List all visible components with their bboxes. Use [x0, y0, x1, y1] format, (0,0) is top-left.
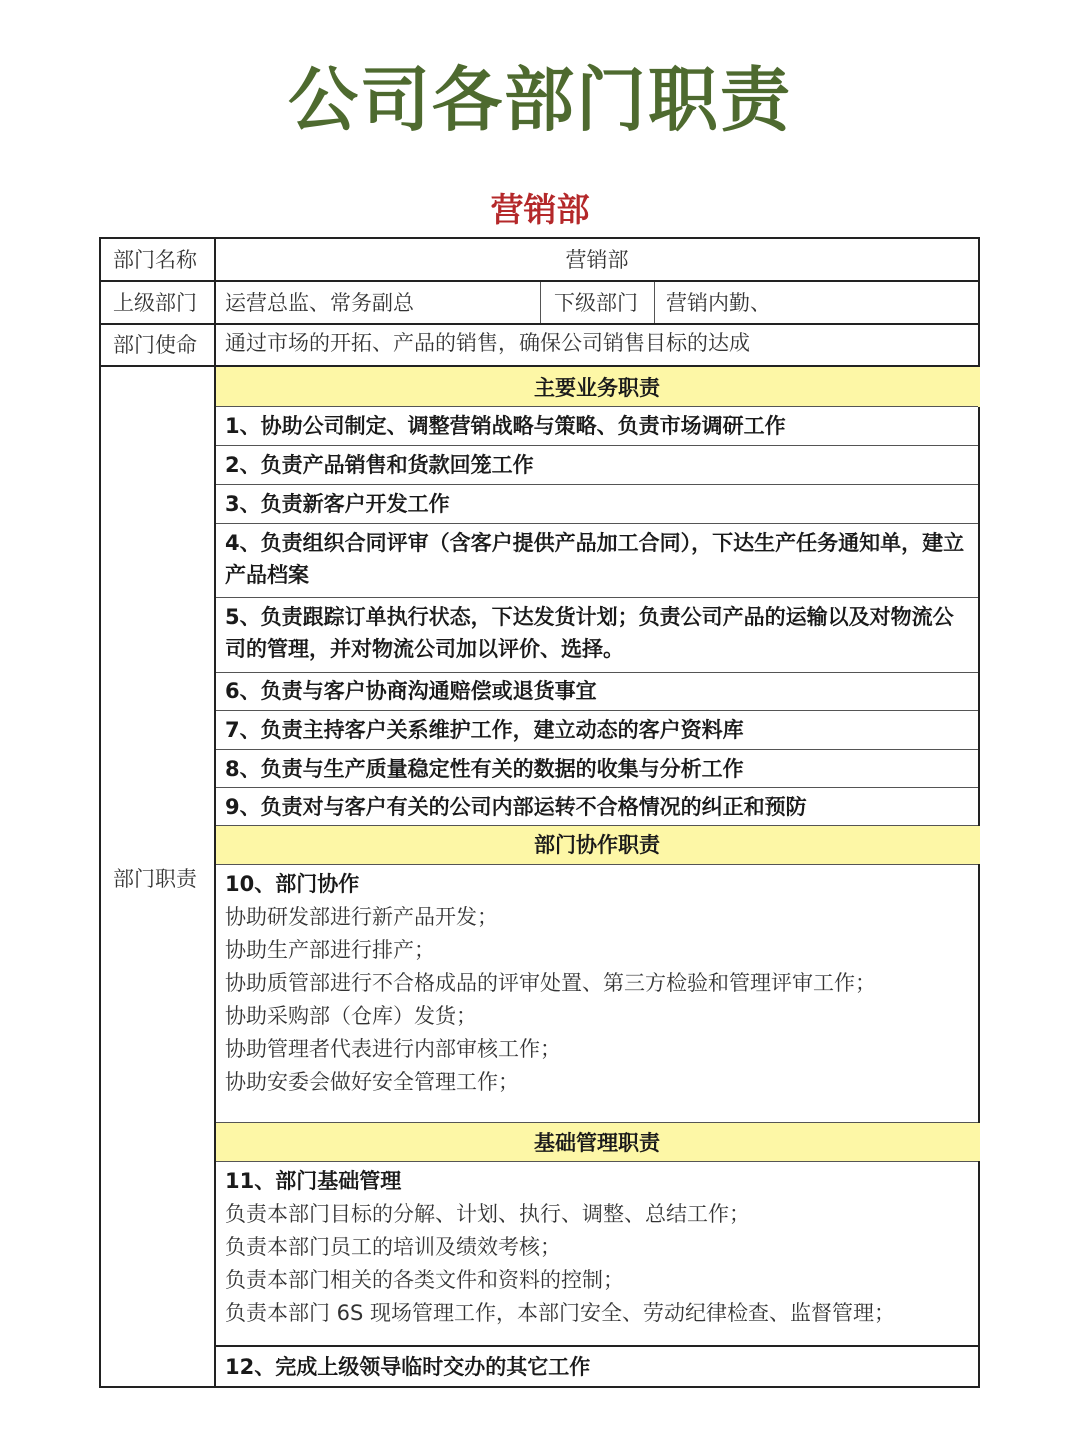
row-divider — [216, 597, 978, 598]
row-divider — [216, 749, 978, 750]
dept-name-label: 部门名称 — [113, 248, 197, 272]
duty-item-4: 4、负责组织合同评审（含客户提供产品加工合同），下达生产任务通知单，建立产品档案 — [225, 531, 965, 587]
duty-item-8: 8、负责与生产质量稳定性有关的数据的收集与分析工作 — [225, 757, 744, 781]
coop-line: 协助研发部进行新产品开发； — [225, 905, 498, 929]
coop-line: 协助质管部进行不合格成品的评审处置、第三方检验和管理评审工作； — [225, 971, 876, 995]
row-divider — [216, 406, 978, 407]
coop-line: 协助管理者代表进行内部审核工作； — [225, 1037, 561, 1061]
row-divider — [216, 864, 978, 865]
row-divider — [216, 1122, 978, 1123]
basic-line: 负责本部门相关的各类文件和资料的控制； — [225, 1268, 624, 1292]
duty-item-7: 7、负责主持客户关系维护工作，建立动态的客户资料库 — [225, 718, 744, 742]
duty-item-5: 5、负责跟踪订单执行状态，下达发货计划；负责公司产品的运输以及对物流公司的管理，并对物流公司加以评价、选择。 — [225, 605, 954, 661]
duties-label: 部门职责 — [113, 867, 197, 891]
dept-name-value: 营销部 — [565, 248, 629, 272]
coop-line: 协助生产部进行排产； — [225, 938, 435, 962]
duty-item-2: 2、负责产品销售和货款回笼工作 — [225, 453, 534, 477]
duty-item-1: 1、协助公司制定、调整营销战略与策略、负责市场调研工作 — [225, 414, 786, 438]
coop-line: 协助安委会做好安全管理工作； — [225, 1070, 519, 1094]
row-divider — [101, 280, 978, 282]
duty-item-6: 6、负责与客户协商沟通赔偿或退货事宜 — [225, 679, 597, 703]
row-divider — [216, 710, 978, 711]
subordinate-divider — [654, 281, 655, 323]
row-divider — [216, 787, 978, 788]
basic-title: 11、部门基础管理 — [225, 1169, 402, 1193]
duty-item-3: 3、负责新客户开发工作 — [225, 492, 450, 516]
main-duties-header: 主要业务职责 — [534, 376, 660, 400]
row-divider — [216, 1345, 978, 1347]
final-duty-item: 12、完成上级领导临时交办的其它工作 — [225, 1355, 591, 1379]
basic-line: 负责本部门 6S 现场管理工作，本部门安全、劳动纪律检查、监督管理； — [225, 1301, 896, 1325]
duty-item-9: 9、负责对与客户有关的公司内部运转不合格情况的纠正和预防 — [225, 795, 807, 819]
subordinate-dept-label: 下级部门 — [554, 291, 638, 315]
coop-duties-header: 部门协作职责 — [534, 833, 660, 857]
row-divider — [216, 825, 978, 826]
superior-dept-value: 运营总监、常务副总 — [225, 291, 414, 315]
subordinate-dept-value: 营销内勤、 — [666, 291, 771, 315]
responsibility-table — [99, 237, 980, 1388]
row-divider — [101, 365, 978, 367]
mission-value: 通过市场的开拓、产品的销售，确保公司销售目标的达成 — [225, 331, 750, 355]
basic-line: 负责本部门目标的分解、计划、执行、调整、总结工作； — [225, 1202, 750, 1226]
superior-divider — [540, 281, 541, 323]
row-divider — [216, 1161, 978, 1162]
row-divider — [216, 523, 978, 524]
mission-label: 部门使命 — [113, 333, 197, 357]
row-divider — [216, 445, 978, 446]
row-divider — [216, 672, 978, 673]
basic-duties-header: 基础管理职责 — [534, 1131, 660, 1155]
row-divider — [216, 484, 978, 485]
coop-line: 协助采购部（仓库）发货； — [225, 1004, 477, 1028]
superior-dept-label: 上级部门 — [113, 291, 197, 315]
department-title: 营销部 — [490, 190, 590, 229]
coop-title: 10、部门协作 — [225, 872, 360, 896]
page-title: 公司各部门职责 — [288, 59, 792, 141]
basic-line: 负责本部门员工的培训及绩效考核； — [225, 1235, 561, 1259]
row-divider — [101, 323, 978, 325]
